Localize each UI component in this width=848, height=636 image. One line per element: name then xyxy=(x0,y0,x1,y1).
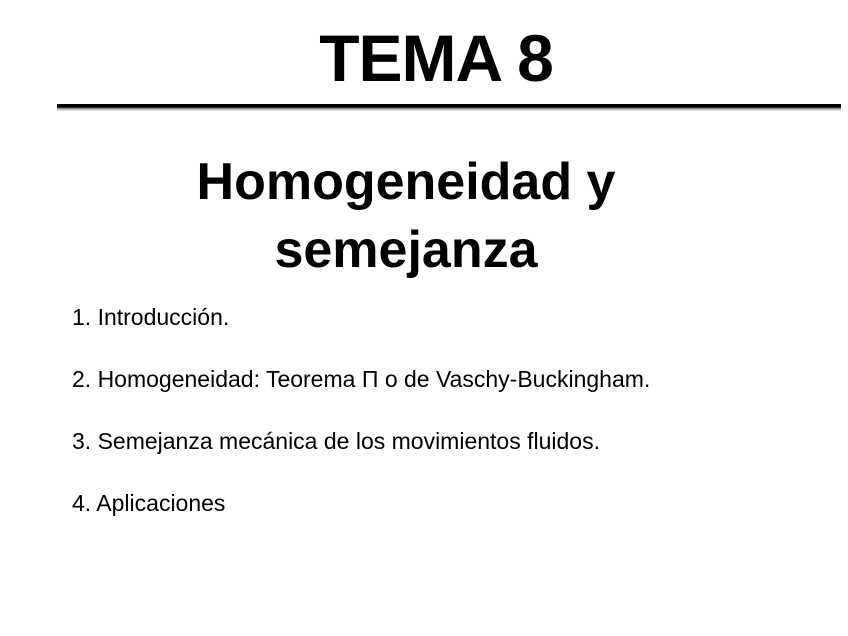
subtitle-line-2: semejanza xyxy=(274,221,538,279)
agenda-item-semejanza: 3. Semejanza mecánica de los movimientos fluidos. xyxy=(72,428,600,454)
agenda-item-introduccion: 1. Introducción. xyxy=(72,304,230,330)
agenda-item-homogeneidad: 2. Homogeneidad: Teorema Π o de Vaschy-Buckingham. xyxy=(72,366,651,392)
title-divider xyxy=(57,104,841,111)
subtitle-line-1: Homogeneidad y xyxy=(196,153,616,211)
agenda-list xyxy=(72,298,650,546)
slide-subtitle xyxy=(0,148,812,284)
agenda-item-aplicaciones: 4. Aplicaciones xyxy=(72,490,226,516)
slide-title: TEMA 8 xyxy=(319,21,553,95)
